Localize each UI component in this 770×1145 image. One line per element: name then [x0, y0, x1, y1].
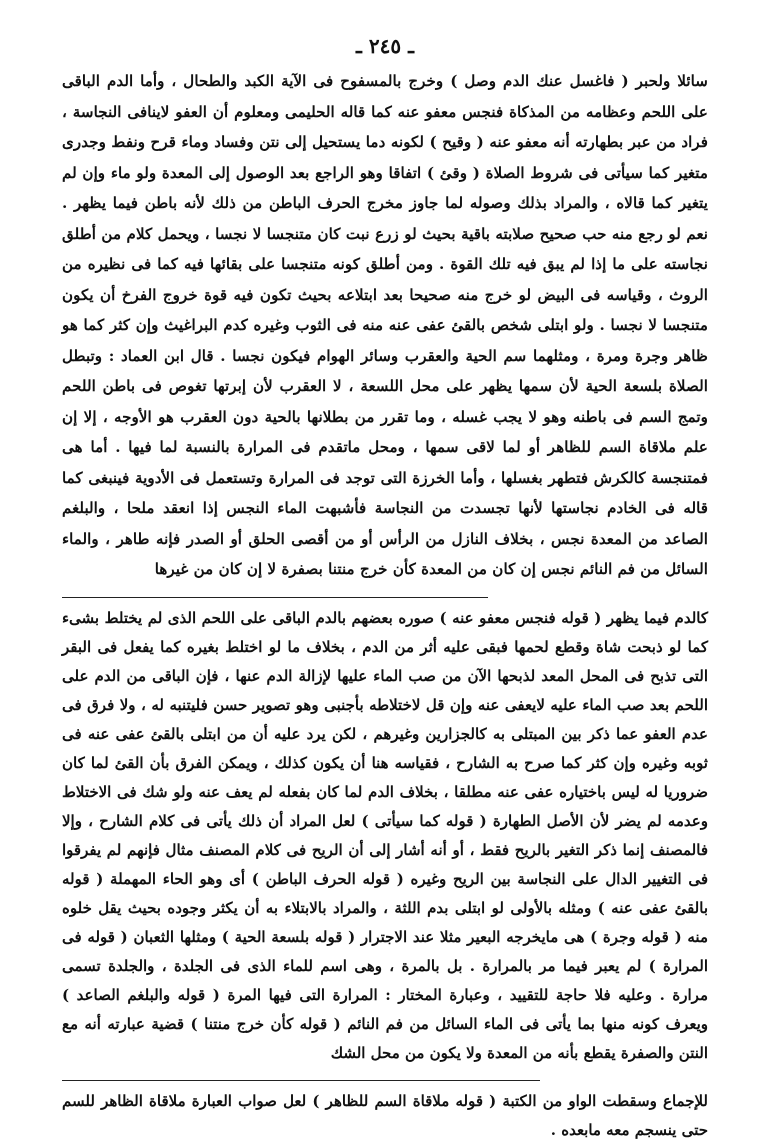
footnote-paragraph: للإجماع وسقطت الواو من الكتبة ( قوله ملاقاة السم للظاهر ) لعل صواب العبارة ملاقاة الظاهر للسم حتى ينسجم معه مابعده . — [62, 1091, 708, 1139]
section-divider — [62, 597, 488, 598]
main-text-paragraph: سائلا ولحبر ( فاغسل عنك الدم وصل ) وخرج بالمسفوح فى الآية الكبد والطحال ، وأما الدم الباقى على اللحم وعظامه من المذكاة فنجس معفو عنه كما قاله الحليمى ومعلوم أن العفو لاينافى النجاسة ، فراد من عبر بطهارته أنه معفو عنه ( وقيح ) لكونه دما يستحيل إلى نتن وفساد وماء قرح ونفط وجدرى متغير كما سيأتى فى شروط الصلاة ( وقئ ) اتفاقا وهو الراجع بعد الوصول إلى المعدة ولو ماء وإن لم يتغير كما قالاه ، والمراد بذلك وصوله لما جاوز مخرج الحرف الباطن من ذلك لأنه باطن فيما يظهر . نعم لو رجع منه حب صحيح صلابته باقية بحيث لو زرع نبت كان متنجسا لا نجسا ، ويحمل كلام من أطلق نجاسته على ما إذا لم يبق فيه تلك القوة . ومن أطلق كونه متنجسا على بقائها فيه كما فى نظيره من الروث ، وقياسه فى البيض لو خرج منه صحيحا بعد ابتلاعه بحيث تكون فيه قوة خروج الفرخ أن يكون متنجسا لا نجسا . ولو ابتلى شخص بالقئ عفى عنه منه فى الثوب وغيره كدم البراغيث وإن كثر كما هو ظاهر وجرة ومرة ، ومثلهما سم الحية والعقرب وسائر الهوام فيكون نجسا . قال ابن العماد : وتبطل الصلاة بلسعة الحية لأن سمها يظهر على محل اللسعة ، لا العقرب لأن إبرتها تغوص فى باطن اللحم وتمج السم فى باطنه وهو لا يجب غسله ، وما تقرر من بطلانها بالحية دون العقرب هو الأوجه ، إلا إن علم ملاقاة السم للظاهر أو لما لاقى سمها ، ومحل ماتقدم فى المرارة بالنسبة لما فيها . أما هى فمتنجسة كالكرش فتطهر بغسلها ، وأما الخرزة التى توجد فى المرارة وتستعمل فى الأدوية فينبغى كما قاله فى الخادم نجاستها لأنها تجسدت من النجاسة فأشبهت الماء النجس إذا انعقد ملحا ، والبلغم الصاعد من المعدة نجس ، بخلاف النازل من الرأس أو من أقصى الحلق أو الصدر فإنه طاهر ، والماء السائل من فم النائم نجس إن كان من المعدة كأن خرج منتنا بصفرة لا إن كان من غيرها — [62, 72, 708, 578]
page-number: ـ ٢٤٥ ـ — [356, 34, 414, 58]
commentary-paragraph: كالدم فيما يظهر ( قوله فنجس معفو عنه ) صوره بعضهم بالدم الباقى على اللحم الذى لم يختلط بشىء كما لو ذبحت شاة وقطع لحمها فبقى عليه أثر من الدم ، بخلاف ما لو اختلط بغيره كما يفعل فى البقر التى تذبح فى المحل المعد لذبحها الآن من صب الماء عليها لإزالة الدم عنها ، فإن الباقى من الدم على اللحم بعد صب الماء عليه لايعفى عنه وإن قل لاختلاطه بأجنبى وهو تصوير حسن فليتنبه له ، ولا فرق فى عدم العفو عما ذكر بين المبتلى به كالجزارين وغيرهم ، لكن يرد عليه أن من ابتلى بالقئ عفى عنه فى ثوبه وغيره وإن كثر كما صرح به الشارح ، فقياسه هنا أن يكون كذلك ، ويمكن الفرق بأن القئ لما كان ضروريا له ليس باختياره عفى عنه مطلقا ، بخلاف الدم لما كان بفعله لم يعف عنه ولو شك فى الاختلاط وعدمه لم يضر لأن الأصل الطهارة ( قوله كما سيأتى ) لعل المراد أن ذلك يأتى فى كلام الشارح ، وإلا فالمصنف إنما ذكر التغير بالريح فقط ، أو أنه أشار إلى أن الريح فى كلام المصنف مثال فإنهم لم يفرقوا فى التغيير الدال على النجاسة بين الريح وغيره ( قوله الحرف الباطن ) أى وهو الحاء المهملة ( قوله بالقئ عفى عنه ) ومثله بالأولى لو ابتلى بدم اللثة ، والمراد بالابتلاء به أن يكثر وجوده بحيث يقل خلوه منه ( قوله وجرة ) هى مايخرجه البعير مثلا عند الاجترار ( قوله بلسعة الحية ) ومثلها الثعبان ( قوله فى المرارة ) لم يعبر فيما مر بالمرارة . بل بالمرة ، وهى اسم للماء الذى فى الجلدة ، والجلدة تسمى مرارة . وعليه فلا حاجة للتقييد ، وعبارة المختار : المرارة التى فيها المرة ( قوله والبلغم الصاعد ) ويعرف كونه منها بما يأتى فى الماء السائل من فم النائم ( قوله كأن خرج منتنا ) قضية عبارته أنه مع النتن والصفرة يقطع بأنه من المعدة ولا يكون من محل الشك — [62, 608, 708, 1062]
footnote-divider — [62, 1080, 540, 1081]
